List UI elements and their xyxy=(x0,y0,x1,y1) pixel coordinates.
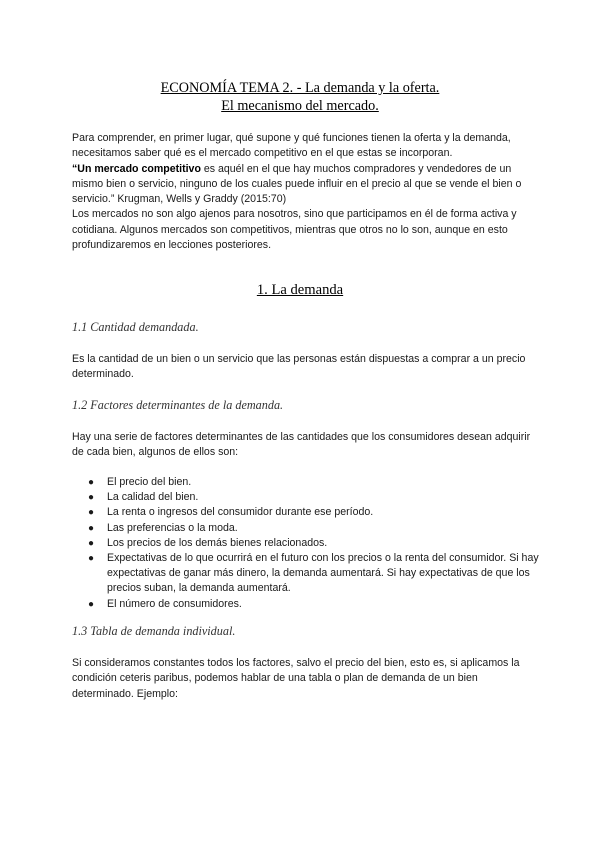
bullet-icon: ● xyxy=(88,537,95,549)
bullet-icon: ● xyxy=(88,598,95,610)
list-item: ● El número de consumidores. xyxy=(72,597,542,612)
subheading-factores: 1.2 Factores determinantes de la demanda. xyxy=(72,398,284,412)
bullet-icon: ● xyxy=(88,507,95,519)
definition-text: es aquél en el que hay muchos compradores y vendedores de un mismo bien o servicio, ninguno de los cuales puede influir en el precio al que se vende el bien o servicio.” Krugman, Wells y Graddy (2015:70) xyxy=(72,162,522,206)
title-line-1: ECONOMÍA TEMA 2. - La demanda y la oferta. xyxy=(160,80,440,96)
tabla-demanda-text: Si consideramos constantes todos los factores, salvo el precio del bien, esto es, si aplicamos la condición ceteris paribus, podemos hablar de una tabla o plan de demanda de un bien determinado. Ejemplo: xyxy=(72,657,520,700)
title-line-2: El mecanismo del mercado. xyxy=(221,98,379,114)
factores-text: Hay una serie de factores determinantes de las cantidades que los consumidores desean adquirir de cada bien, algunos de ellos son: xyxy=(72,431,531,459)
intro-paragraph xyxy=(72,131,542,253)
list-item: ● Las preferencias o la moda. xyxy=(72,521,542,536)
intro-sentence-2: Los mercados no son algo ajenos para nosotros, sino que participamos en él de forma activa y cotidiana. Algunos mercados son competitivos, mientras que otros no lo son, aunque en esto profundizaremos en lecciones posteriores. xyxy=(72,208,517,252)
list-item: ● La calidad del bien. xyxy=(72,490,542,505)
intro-sentence-1: Para comprender, en primer lugar, qué supone y qué funciones tienen la oferta y la demanda, necesitamos saber qué es el mercado competitivo en el que estas se incorporan. xyxy=(72,132,511,160)
list-item: ● Los precios de los demás bienes relacionados. xyxy=(72,536,542,551)
subheading-tabla-demanda: 1.3 Tabla de demanda individual. xyxy=(72,624,236,638)
bullet-icon: ● xyxy=(88,477,95,488)
cantidad-demandada-text: Es la cantidad de un bien o un servicio que las personas están dispuestas a comprar a un precio determinado. xyxy=(72,353,526,381)
factores-list xyxy=(72,475,542,612)
bullet-icon: ● xyxy=(88,522,95,534)
list-item: ● La renta o ingresos del consumidor durante ese período. xyxy=(72,505,542,520)
definition-paragraph xyxy=(72,162,542,208)
document-title xyxy=(0,79,600,115)
list-item: ● Expectativas de lo que ocurrirá en el futuro con los precios o la renta del consumidor. Si hay expectativas de ganar más dinero, la demanda aumentará. Si hay expectativas de que los precios suban, la demanda aumentará. xyxy=(88,552,539,595)
list-item: ● El precio del bien. xyxy=(72,475,542,490)
bullet-icon: ● xyxy=(88,553,95,565)
section-heading-demanda: 1. La demanda xyxy=(256,282,344,298)
subheading-cantidad-demandada: 1.1 Cantidad demandada. xyxy=(72,320,199,334)
bullet-icon: ● xyxy=(88,492,95,504)
definition-term: “Un mercado competitivo xyxy=(72,162,201,175)
